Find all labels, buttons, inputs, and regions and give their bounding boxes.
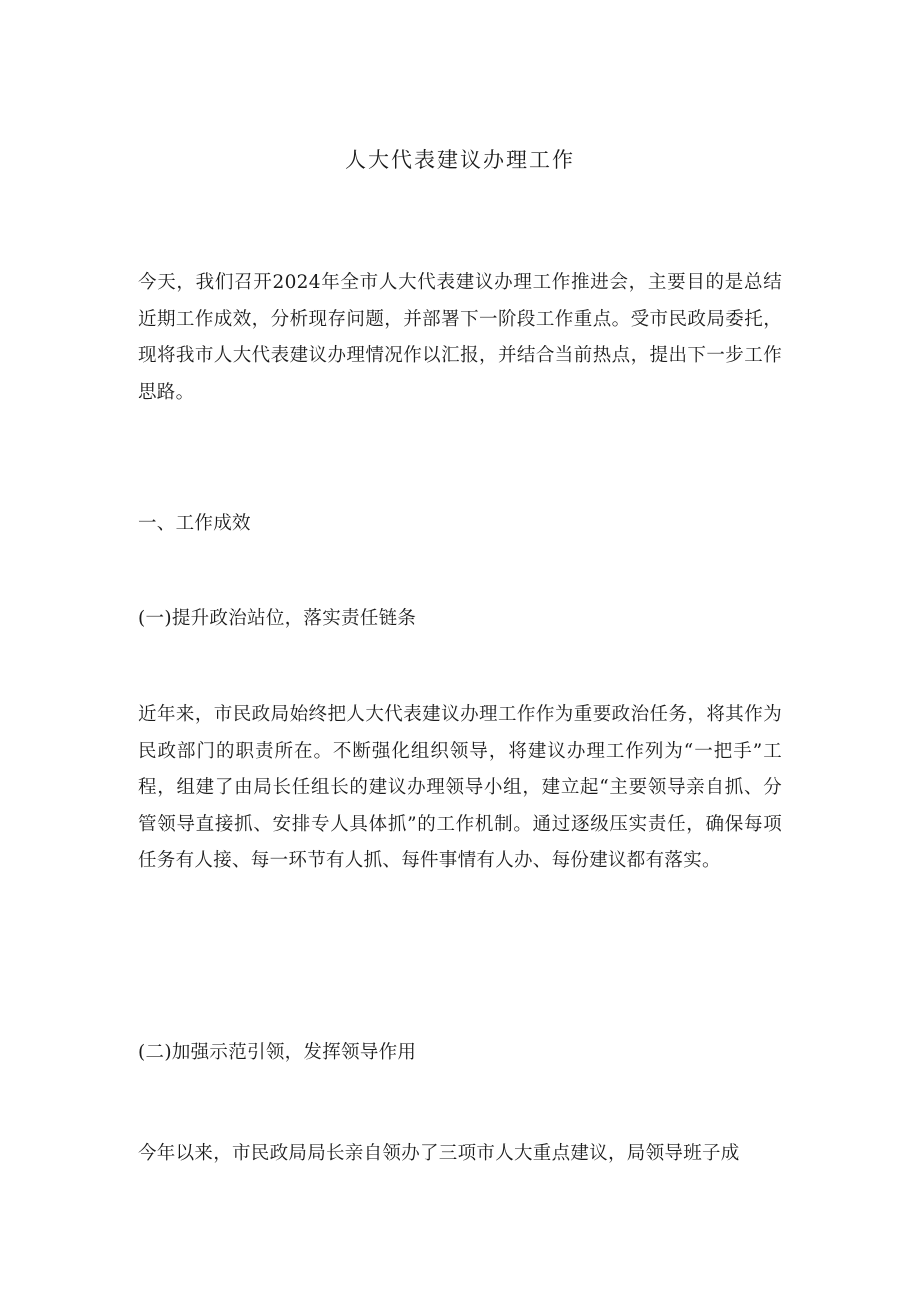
intro-paragraph: 今天，我们召开2024年全市人大代表建议办理工作推进会，主要目的是总结近期工作成效，分析现存问题，并部署下一阶段工作重点。受市民政局委托，现将我市人大代表建议办理情况作以汇报，并结合当前热点，提出下一步工作思路。: [138, 272, 782, 403]
subsection-heading-1: (一)提升政治站位，落实责任链条: [138, 608, 417, 629]
subsection-1-paragraph: 近年来，市民政局始终把人大代表建议办理工作作为重要政治任务，将其作为民政部门的职责所在。不断强化组织领导，将建议办理工作列为“一把手”工程，组建了由局长任组长的建议办理领导小组，建立起“主要领导亲自抓、分管领导直接抓、安排专人具体抓”的工作机制。通过逐级压实责任，确保每项任务有人接、每一环节有人抓、每件事情有人办、每份建议都有落实。: [138, 704, 782, 871]
subsection-2-paragraph: 今年以来，市民政局局长亲自领办了三项市人大重点建议，局领导班子成: [138, 1143, 740, 1164]
section-heading-achievements: 一、工作成效: [138, 513, 251, 534]
subsection-heading-2: (二)加强示范引领，发挥领导作用: [138, 1042, 417, 1063]
document-title: 人大代表建议办理工作: [345, 148, 575, 172]
